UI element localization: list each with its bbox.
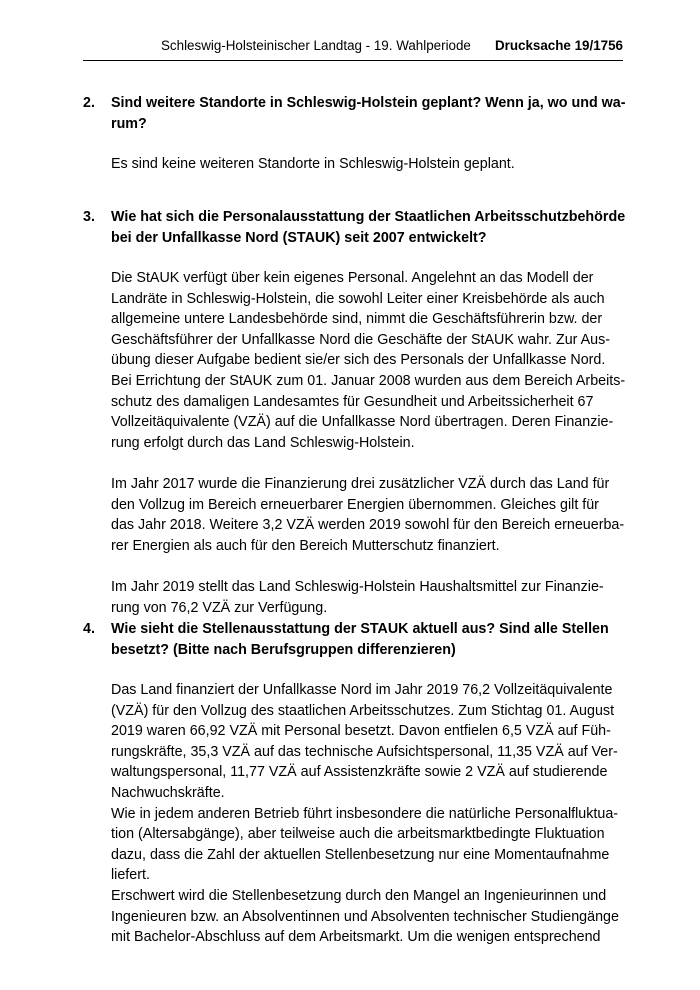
answer-line: Nachwuchskräfte. <box>111 784 225 801</box>
question-3 <box>83 207 626 249</box>
question-line: Wie hat sich die Personalausstattung der Staatlichen Arbeitsschutzbehörde <box>111 209 626 225</box>
answer-line: Ingenieuren bzw. an Absolventinnen und Absolventen technischer Studiengänge <box>111 908 619 925</box>
answer-line: Wie in jedem anderen Betrieb führt insbesondere die natürliche Personalfluktua- <box>111 805 619 822</box>
section-3 <box>83 207 626 618</box>
paragraph-spacer <box>111 556 623 577</box>
answer-line: Im Jahr 2019 stellt das Land Schleswig-Holstein Haushaltsmittel zur Finanzie- <box>111 578 604 595</box>
parliament-title: Schleswig-Holsteinischer Landtag - 19. Wahlperiode <box>161 38 471 53</box>
question-line: Wie sieht die Stellenausstattung der STAUK aktuell aus? Sind alle Stellen <box>111 621 609 637</box>
question-line: besetzt? (Bitte nach Berufsgruppen differenzieren) <box>111 642 456 658</box>
answer-line: Die StAUK verfügt über kein eigenes Personal. Angelehnt an das Modell der <box>111 270 594 286</box>
answer-line: übung dieser Aufgabe bedient sie/er sich des Personals der Unfallkasse Nord. <box>111 352 606 369</box>
answer-line: Landräte in Schleswig-Holstein, die sowohl Leiter einer Kreisbehörde als auch <box>111 290 605 307</box>
answer-line: waltungspersonal, 11,77 VZÄ auf Assistenzkräfte sowie 2 VZÄ auf studierende <box>111 764 608 781</box>
paragraph-spacer <box>111 453 623 474</box>
answer-line: rung von 76,2 VZÄ zur Verfügung. <box>111 599 328 616</box>
question-line: Sind weitere Standorte in Schleswig-Holstein geplant? Wenn ja, wo und wa- <box>111 95 626 111</box>
section-4 <box>83 619 623 948</box>
answer-line: Im Jahr 2017 wurde die Finanzierung drei zusätzlicher VZÄ durch das Land für <box>111 475 610 492</box>
question-text <box>111 207 625 249</box>
question-line: bei der Unfallkasse Nord (STAUK) seit 2007 entwickelt? <box>111 230 487 246</box>
answer-line: Es sind keine weiteren Standorte in Schleswig-Holstein geplant. <box>111 156 515 172</box>
question-number: 3. <box>83 209 95 225</box>
answer-paragraph <box>111 154 623 175</box>
answer-line: liefert. <box>111 867 150 884</box>
answer-line: den Vollzug im Bereich erneuerbarer Energien übernommen. Gleiches gilt für <box>111 496 599 513</box>
answer-paragraph <box>111 680 623 948</box>
answer-line: Erschwert wird die Stellenbesetzung durch den Mangel an Ingenieurinnen und <box>111 887 607 904</box>
answer-line: allgemeine untere Landesbehörde sind, nimmt die Geschäftsführerin bzw. der <box>111 311 603 328</box>
answer-3 <box>111 268 626 618</box>
answer-line: das Jahr 2018. Weitere 3,2 VZÄ werden 2019 sowohl für den Bereich erneuerba- <box>111 517 625 534</box>
answer-line: schutz des damaligen Landesamtes für Gesundheit und Arbeitssicherheit 67 <box>111 393 594 410</box>
question-number: 4. <box>83 621 95 637</box>
question-2 <box>83 93 626 135</box>
question-4 <box>83 619 623 661</box>
answer-line: mit Bachelor-Abschluss auf dem Arbeitsmarkt. Um die wenigen entsprechend <box>111 929 601 946</box>
answer-line: rungskräfte, 35,3 VZÄ auf das technische Aufsichtspersonal, 11,35 VZÄ auf Ver- <box>111 743 618 760</box>
answer-line: Bei Errichtung der StAUK zum 01. Januar 2008 wurden aus dem Bereich Arbeits- <box>111 372 626 389</box>
answer-line: rer Energien als auch für den Bereich Mutterschutz finanziert. <box>111 537 500 554</box>
page-header <box>83 38 623 60</box>
header-divider <box>83 60 623 61</box>
answer-2 <box>111 154 623 175</box>
answer-line: Geschäftsführer der Unfallkasse Nord die Geschäfte der StAUK wahr. Zur Aus- <box>111 331 611 348</box>
question-text <box>111 619 623 661</box>
document-number: Drucksache 19/1756 <box>494 38 623 53</box>
answer-paragraph <box>111 268 626 453</box>
answer-line: (VZÄ) für den Vollzug des staatlichen Arbeitsschutzes. Zum Stichtag 01. August <box>111 702 615 719</box>
section-2 <box>83 93 626 175</box>
answer-line: rung erfolgt durch das Land Schleswig-Holstein. <box>111 434 415 451</box>
question-text <box>111 93 625 135</box>
answer-paragraph <box>111 474 623 556</box>
answer-line: dazu, dass die Zahl der aktuellen Stellenbesetzung nur eine Momentaufnahme <box>111 846 610 863</box>
answer-line: 2019 waren 66,92 VZÄ mit Personal besetzt. Davon entfielen 6,5 VZÄ auf Füh- <box>111 723 611 740</box>
question-line: rum? <box>111 116 147 132</box>
answer-paragraph <box>111 577 623 618</box>
answer-line: Vollzeitäquivalente (VZÄ) auf die Unfallkasse Nord übertragen. Deren Finanzie- <box>111 414 614 431</box>
answer-line: tion (Altersabgänge), aber teilweise auch die arbeitsmarktbedingte Fluktuation <box>111 826 605 843</box>
question-number: 2. <box>83 95 95 111</box>
answer-line: Das Land finanziert der Unfallkasse Nord im Jahr 2019 76,2 Vollzeitäquivalente <box>111 682 613 698</box>
answer-4 <box>111 680 623 948</box>
